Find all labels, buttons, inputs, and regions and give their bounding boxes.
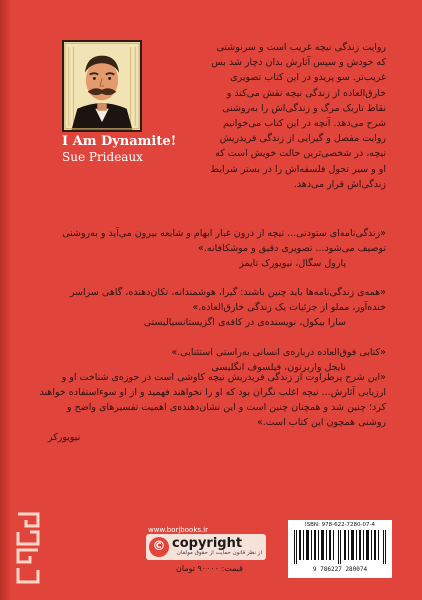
barcode-bars: [294, 530, 386, 564]
quote-attribution: نیویورکر: [48, 432, 81, 443]
copyright-icon: ©: [149, 537, 169, 557]
barcode-digits: 9 786227 280074: [312, 566, 368, 573]
quote-text: «کتابی فوق‌العاده درباره‌ی انسانی به‌راستی استثنایی.»: [171, 347, 386, 358]
copyright-label: copyright: [172, 536, 243, 551]
spine-shadow: [0, 0, 10, 600]
quote-block: [36, 370, 386, 445]
quote-attribution: سارا بیکول، نویسنده‌ی در کافه‌ی اگزیستانسیالیستی: [143, 317, 346, 328]
publisher-website: www.borjbooks.ir: [148, 526, 209, 534]
english-author: Sue Prideaux: [62, 150, 143, 164]
quote-text: «همه‌ی زندگی‌نامه‌ها باید چنین باشند: گیرا، هوشمندانه، تکان‌دهنده، گاهی سراسر خنده‌آور، مملو از جزئیات یک زندگی خارق‌العاده.»: [69, 287, 386, 313]
quote-text: «زندگی‌نامه‌ای ستودنی... نیچه از درون غبار ابهام و شایعه بیرون می‌آید و به‌روشنی توصیف می‌شود... تصویری دقیق و موشکافانه.»: [62, 228, 386, 254]
intro-paragraph: روایت زندگی نیچه غریب است و سرنوشتی که خودش و سپس آثارش بدان دچار شد بس غریب‌تر. سو پریدو در این کتاب تصویری خارق‌العاده از زندگی نیچه نقش می‌کند و نقاط تاریک مرگ و زندگی‌اش را به‌روشنی شرح می‌دهد. آنچه در این کتاب می‌خوانیم روایت مفصل و گیرایی از زندگی فریدریش نیچه، در شخصی‌ترین حالت خویش است که او و سیر تحول فلسفه‌اش را در بستر شرایط زندگی‌اش قرار می‌دهد.: [210, 42, 386, 190]
copyright-subtext: از نظر قانون حمایت از حقوق مولفان: [176, 550, 262, 556]
price-label: قیمت: ۹۰۰۰۰ تومان: [176, 564, 243, 573]
english-title: I Am Dynamite!: [62, 134, 177, 149]
quote-attribution: پارول سگال، نیویورک تایمز: [239, 258, 346, 269]
quote-attribution: نایجل واربرتون، فیلسوف انگلیسی: [211, 362, 346, 373]
nietzsche-portrait: [62, 40, 142, 132]
isbn-barcode: [288, 520, 392, 578]
quote-text: «این شرح پرطراوت از زندگی فریدریش نیچه کاوشی است در حوزه‌ی شناخت او و ارزیابی آثارش... نیچه اغلب نگران بود که او را نخواهند فهمید و از او سوءاستفاده خواهند کرد؛ چنین شد و همچنان چنین است و این نشان‌دهنده‌ی اهمیت تفسیرهای واضح و روشنی همچون این کتاب است.»: [39, 372, 386, 428]
quote-block: [36, 285, 386, 330]
quote-block: [36, 226, 386, 271]
publisher-logo: [14, 510, 42, 586]
copyright-badge: [146, 534, 266, 560]
isbn-number: ISBN: 978-622-7280-07-4: [304, 522, 376, 528]
